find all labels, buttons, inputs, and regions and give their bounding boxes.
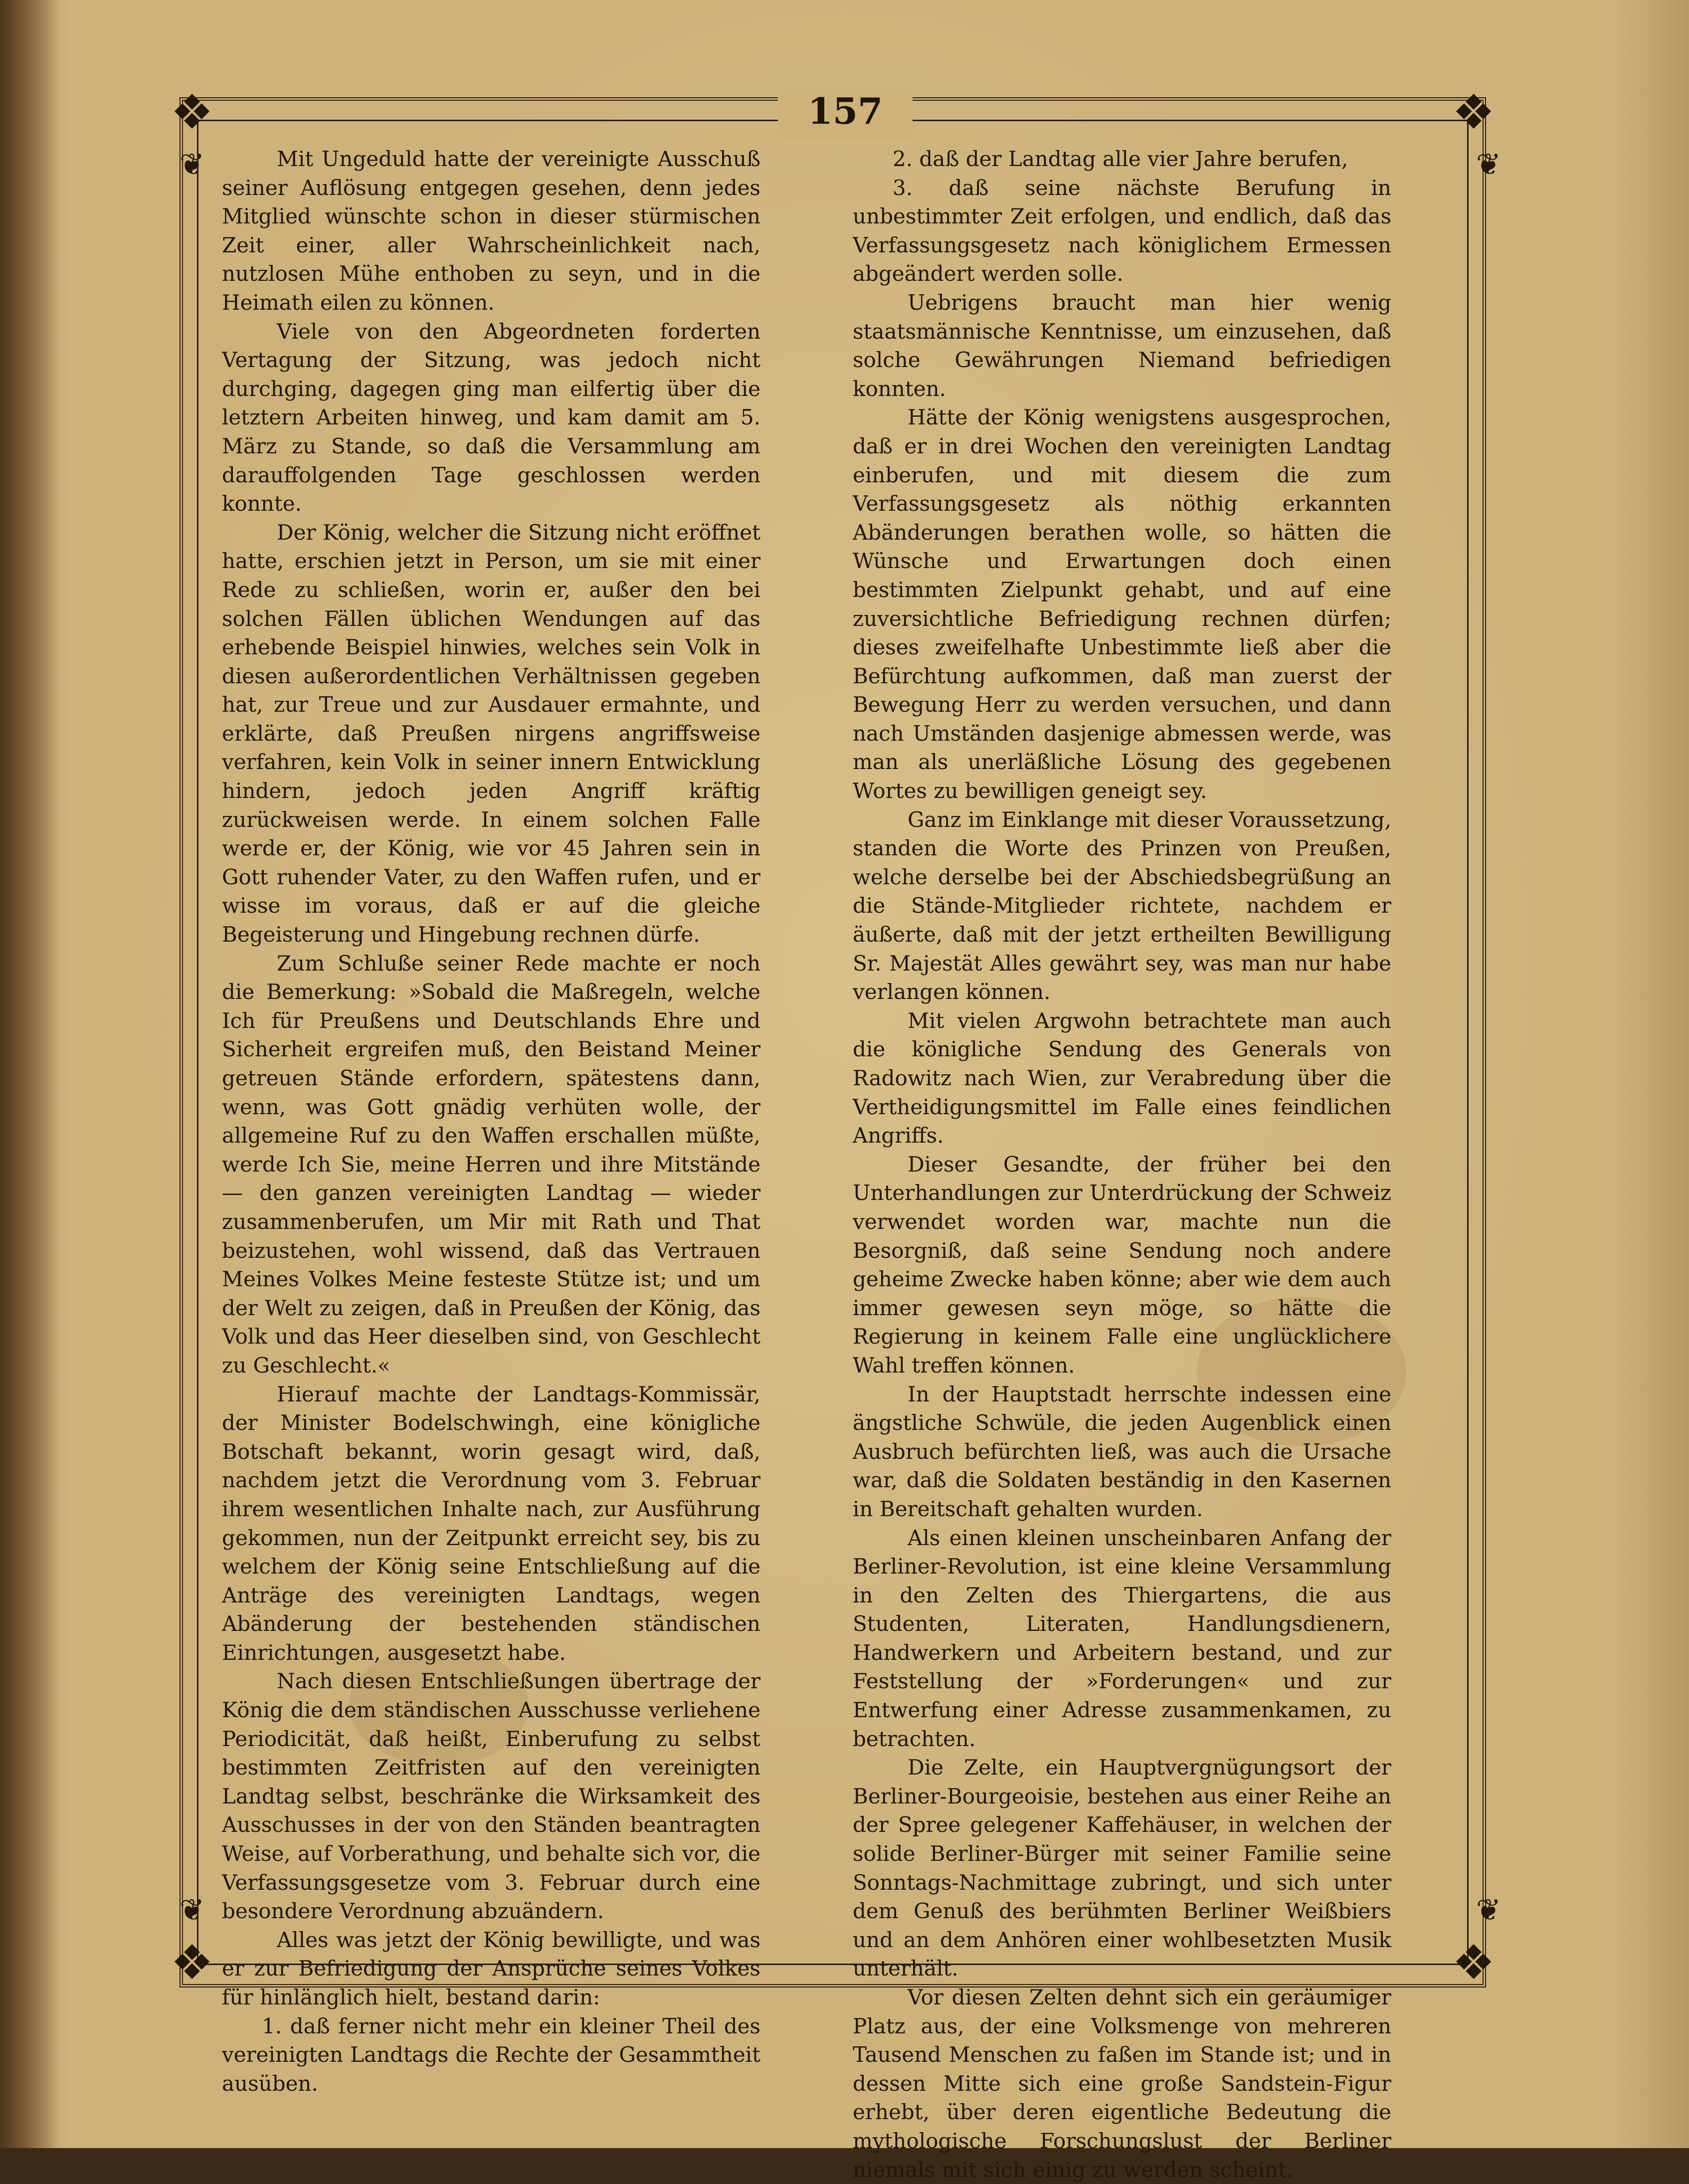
paragraph: Hierauf machte der Landtags-Kommissär, der Minister Bodelschwingh, eine königliche Botschaft bekannt, worin gesagt wird, daß, nachdem jetzt die Verordnung vom 3. Februar ihrem wesentlichen Inhalte nach, zur Ausführung gekommen, nun der Zeitpunkt erreicht sey, bis zu welchem der König seine Entschließung auf die Anträge des vereinigten Landtags, wegen Abänderung der bestehenden ständischen Einrichtungen, ausgesetzt habe. bbox=[222, 1382, 760, 1665]
page-number: 157 bbox=[778, 90, 913, 140]
corner-ornament-bottom-right-icon: ❖ bbox=[1452, 1935, 1496, 1990]
paragraph: Nach diesen Entschließungen übertrage der König die dem ständischen Ausschusse verliehene Periodicität, daß heißt, Einberufung zu selbst bestimmten Zeitfristen auf den vereinigten Landtag selbst, beschränke die Wirksamkeit des Ausschusses in der von den Ständen beantragten Weise, auf Vorberathung, und behalte sich vor, die Verfassungsgesetze vom 3. Februar durch eine besondere Verordnung abzuändern. bbox=[222, 1669, 760, 1924]
list-item: 3. daß seine nächste Berufung in unbestimmter Zeit erfolgen, und endlich, daß das Verfassungsgesetz nach königlichem Ermessen abgeändert werden solle. bbox=[853, 175, 1391, 286]
corner-ornament-top-right-icon: ❖ bbox=[1452, 84, 1496, 140]
text-column-left bbox=[222, 145, 760, 2098]
paragraph: Uebrigens braucht man hier wenig staatsmännische Kenntnisse, um einzusehen, daß solche Gewährungen Niemand befriedigen konnten. bbox=[853, 290, 1391, 401]
corner-ornament-bottom-left-icon: ❖ bbox=[170, 1935, 214, 1990]
paragraph: Der König, welcher die Sitzung nicht eröffnet hatte, erschien jetzt in Person, um sie mit einer Rede zu schließen, worin er, außer den bei solchen Fällen üblichen Wendungen auf das erhebende Beispiel hinwies, welches sein Volk in diesen außerordentlichen Verhältnissen gegeben hat, zur Treue und zur Ausdauer ermahnte, und erklärte, daß Preußen nirgens angriffsweise verfahren, kein Volk in seiner innern Entwicklung hindern, jedoch jeden Angriff kräftig zurückweisen werde. In einem solchen Falle werde er, der König, wie vor 45 Jahren sein in Gott ruhender Vater, zu den Waffen rufen, und er wisse im voraus, daß er auf die gleiche Begeisterung und Hingebung rechnen dürfe. bbox=[222, 520, 760, 947]
paragraph: Zum Schluße seiner Rede machte er noch die Bemerkung: »Sobald die Maßregeln, welche Ich für Preußens und Deutschlands Ehre und Sicherheit ergreifen muß, den Beistand Meiner getreuen Stände erfordern, spätestens dann, wenn, was Gott gnädig verhüten wolle, der allgemeine Ruf zu den Waffen erschallen müßte, werde Ich Sie, meine Herren und ihre Mitstände — den ganzen vereinigten Landtag — wieder zusammenberufen, um Mir mit Rath und That beizustehen, wohl wissend, daß das Vertrauen Meines Volkes Meine festeste Stütze ist; und um der Welt zu zeigen, daß in Preußen der König, das Volk und das Heer dieselben sind, von Geschlecht zu Geschlecht.« bbox=[222, 951, 760, 1378]
paragraph: Viele von den Abgeordneten forderten Vertagung der Sitzung, was jedoch nicht durchging, dagegen ging man eilfertig über die letztern Arbeiten hinweg, und kam damit am 5. März zu Stande, so daß die Versammlung am darauffolgenden Tage geschlossen werden konnte. bbox=[222, 319, 760, 516]
paragraph: Mit vielen Argwohn betrachtete man auch die königliche Sendung des Generals von Radowitz nach Wien, zur Verabredung über die Vertheidigungsmittel im Falle eines feindlichen Angriffs. bbox=[853, 1008, 1391, 1148]
book-binding-shadow bbox=[0, 0, 60, 2148]
corner-ornament-top-left-icon: ❖ bbox=[170, 84, 214, 140]
side-flourish-icon: ❦ bbox=[1476, 147, 1501, 182]
paragraph: Vor diesen Zelten dehnt sich ein geräumiger Platz aus, der eine Volksmenge von mehreren Tausend Menschen zu faßen im Stande ist; und in dessen Mitte sich eine große Sandstein-Figur erhebt, über deren eigentliche Bedeutung die mythologische Forschungslust der Berliner niemals mit sich einig zu werden scheint. bbox=[853, 1985, 1391, 2182]
paragraph: Alles was jetzt der König bewilligte, und was er zur Befriedigung der Ansprüche seines Volkes für hinlänglich hielt, bestand darin: bbox=[222, 1927, 760, 2009]
side-flourish-icon: ❦ bbox=[1476, 1893, 1501, 1928]
paragraph: In der Hauptstadt herrschte indessen eine ängstliche Schwüle, die jeden Augenblick einen Ausbruch befürchten ließ, was auch die Ursache war, daß die Soldaten beständig in den Kasernen in Bereitschaft gehalten wurden. bbox=[853, 1382, 1391, 1521]
paragraph: Ganz im Einklange mit dieser Voraussetzung, standen die Worte des Prinzen von Preußen, welche derselbe bei der Abschiedsbegrüßung an die Stände-Mitglieder richtete, nachdem er äußerte, daß mit der jetzt ertheilten Bewilligung Sr. Majestät Alles gewährt sey, was man nur habe verlangen können. bbox=[853, 807, 1391, 1004]
paragraph: Hätte der König wenigstens ausgesprochen, daß er in drei Wochen den vereinigten Landtag einberufen, und mit diesem die zum Verfassungsgesetz als nöthig erkannten Abänderungen berathen wolle, so hätten die Wünsche und Erwartungen doch einen bestimmten Zielpunkt gehabt, und auf eine zuversichtliche Befriedigung rechnen dürfen; dieses zweifelhafte Unbestimmte ließ aber die Befürchtung aufkommen, daß man zuerst der Bewegung Herr zu werden versuchen, und dann nach Umständen dasjenige abmessen werde, was man als unerläßliche Lösung des gegebenen Wortes zu bewilligen geneigt sey. bbox=[853, 405, 1391, 803]
paragraph: Als einen kleinen unscheinbaren Anfang der Berliner-Revolution, ist eine kleine Versammlung in den Zelten des Thiergartens, die aus Studenten, Literaten, Handlungsdienern, Handwerkern und Arbeitern bestand, und zur Feststellung der »Forderungen« und zur Entwerfung einer Adresse zusammenkamen, zu betrachten. bbox=[853, 1525, 1391, 1751]
paragraph: Mit Ungeduld hatte der vereinigte Ausschuß seiner Auflösung entgegen gesehen, denn jedes Mitglied wünschte schon in dieser stürmischen Zeit einer, aller Wahrscheinlichkeit nach, nutzlosen Mühe enthoben zu seyn, und in die Heimath eilen zu können. bbox=[222, 147, 760, 315]
side-flourish-icon: ❦ bbox=[179, 147, 205, 182]
list-item: 1. daß ferner nicht mehr ein kleiner Theil des vereinigten Landtags die Rechte der Gesammtheit ausüben. bbox=[222, 2013, 760, 2096]
paragraph: Dieser Gesandte, der früher bei den Unterhandlungen zur Unterdrückung der Schweiz verwendet worden war, machte nun die Besorgniß, daß seine Sendung noch andere geheime Zwecke haben könne; aber wie dem auch immer gewesen seyn möge, so hätte die Regierung in keinem Falle eine unglücklichere Wahl treffen können. bbox=[853, 1152, 1391, 1378]
list-item: 2. daß der Landtag alle vier Jahre berufen, bbox=[893, 147, 1348, 171]
paragraph: Die Zelte, ein Hauptvergnügungsort der Berliner-Bourgeoisie, bestehen aus einer Reihe an der Spree gelegener Kaffehäuser, in welchen der solide Berliner-Bürger mit seiner Familie seine Sonntags-Nachmittage zubringt, und sich unter dem Genuß des berühmten Berliner Weißbiers und an dem Anhören einer wohlbesetzten Musik unterhält. bbox=[853, 1755, 1391, 1981]
text-column-right bbox=[853, 145, 1391, 2184]
side-flourish-icon: ❦ bbox=[179, 1893, 205, 1928]
